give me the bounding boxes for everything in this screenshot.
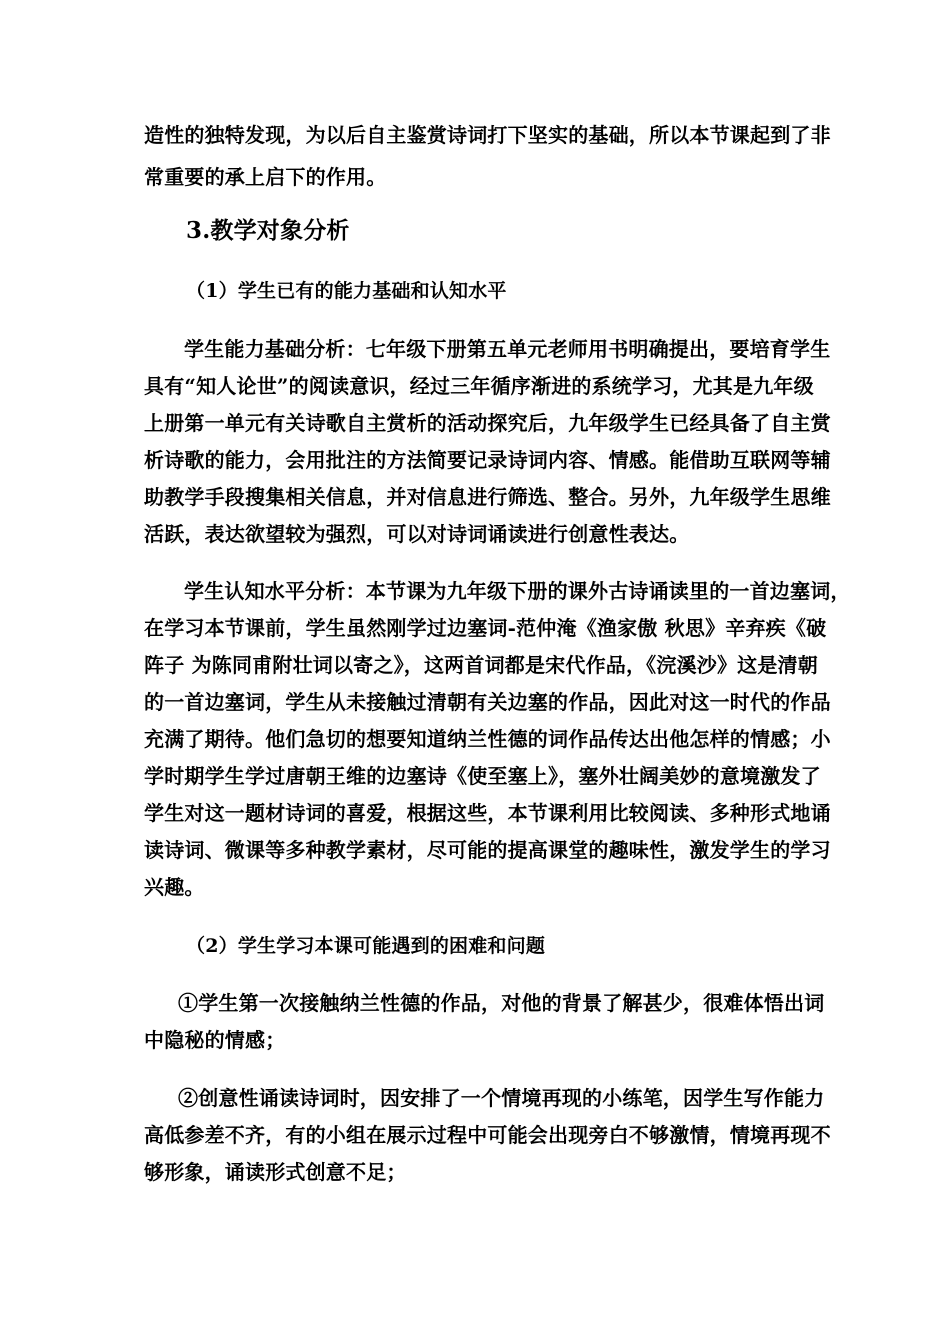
problem2-line-3: 够形象，诵读形式创意不足； [144, 1160, 407, 1184]
intro-line-1: 造性的独特发现，为以后自主鉴赏诗词打下坚实的基础，所以本节课起到了非 [144, 123, 831, 147]
cognition-line-7: 学生对这一题材诗词的喜爱，根据这些，本节课利用比较阅读、多种形式地诵 [144, 801, 831, 825]
ability-line-1: 学生能力基础分析：七年级下册第五单元老师用书明确提出，要培育学生 [184, 337, 831, 361]
section-heading: 3.教学对象分析 [186, 217, 350, 244]
intro-line-2: 常重要的承上启下的作用。 [144, 165, 387, 189]
ability-line-6: 活跃，表达欲望较为强烈，可以对诗词诵读进行创意性表达。 [144, 522, 690, 546]
problem2-line-2: 高低参差不齐，有的小组在展示过程中可能会出现旁白不够激情，情境再现不 [144, 1123, 831, 1147]
subsection-title-1: （1）学生已有的能力基础和认知水平 [186, 280, 507, 302]
ability-line-4: 析诗歌的能力，会用批注的方法简要记录诗词内容、情感。能借助互联网等辅 [144, 448, 831, 472]
cognition-line-4: 的一首边塞词，学生从未接触过清朝有关边塞的作品，因此对这一时代的作品 [144, 690, 831, 714]
cognition-line-1: 学生认知水平分析：本节课为九年级下册的课外古诗诵读里的一首边塞词， [184, 579, 851, 603]
ability-line-2: 具有“知人论世”的阅读意识，经过三年循序渐进的系统学习，尤其是九年级 [144, 374, 814, 398]
cognition-line-8: 读诗词、微课等多种教学素材，尽可能的提高课堂的趣味性，激发学生的学习 [144, 838, 831, 862]
ability-line-5: 助教学手段搜集相关信息，并对信息进行筛选、整合。另外，九年级学生思维 [144, 485, 831, 509]
cognition-line-3: 阵子 为陈同甫附壮词以寄之》，这两首词都是宋代作品，《浣溪沙》这是清朝 [144, 653, 818, 677]
subsection-title-2: （2）学生学习本课可能遇到的困难和问题 [186, 935, 546, 957]
ability-line-3: 上册第一单元有关诗歌自主赏析的活动探究后，九年级学生已经具备了自主赏 [144, 411, 831, 435]
cognition-line-2: 在学习本节课前，学生虽然刚学过边塞词-范仲淹《渔家傲 秋思》辛弃疾《破 [144, 616, 827, 640]
cognition-line-9: 兴趣。 [144, 875, 205, 899]
problem2-line-1: ②创意性诵读诗词时，因安排了一个情境再现的小练笔，因学生写作能力 [178, 1086, 825, 1110]
cognition-line-6: 学时期学生学过唐朝王维的边塞诗《使至塞上》，塞外壮阔美妙的意境激发了 [144, 764, 821, 788]
problem1-line-2: 中隐秘的情感； [144, 1028, 286, 1052]
problem1-line-1: ①学生第一次接触纳兰性德的作品，对他的背景了解甚少，很难体悟出词 [178, 991, 825, 1015]
cognition-line-5: 充满了期待。他们急切的想要知道纳兰性德的词作品传达出他怎样的情感；小 [144, 727, 831, 751]
